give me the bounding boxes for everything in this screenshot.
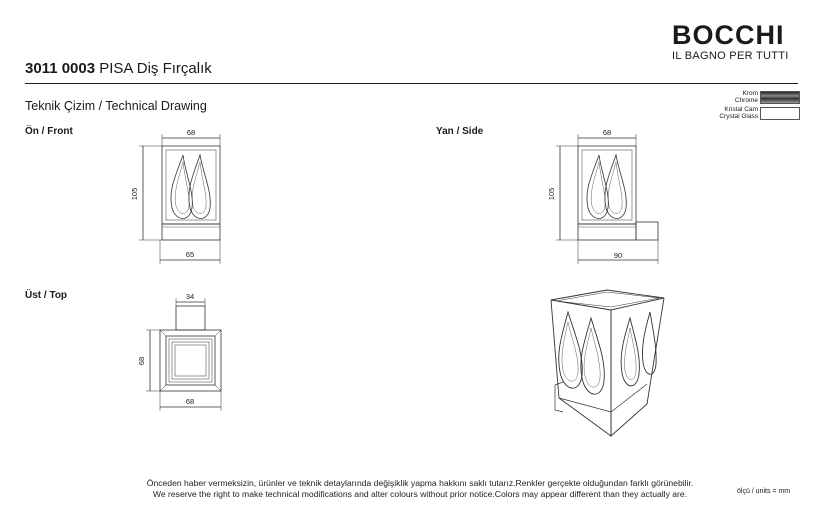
disclaimer-tr: Önceden haber vermeksizin, ürünler ve teknik detaylarında değişiklik yapma hakkını saklı tutarız.Renkler gerçekte olduğundan farklı görünebilir. [146, 478, 694, 488]
disclaimer-en: We reserve the right to make technical modifications and alter colours without prior notice.Colors may appear different than they actually are. [152, 489, 688, 499]
legend-label-en: Crystal Glass [719, 113, 758, 120]
side-wall-mount [636, 222, 658, 240]
side-drop-left [587, 155, 608, 219]
side-view-label: Yan / Side [436, 126, 484, 137]
front-drop-left [171, 155, 192, 219]
legend-label-tr: Krom [742, 90, 758, 97]
disclaimer [60, 478, 780, 500]
brand-tagline: IL BAGNO PER TUTTI [672, 50, 789, 62]
isometric-view-drawing [551, 290, 664, 436]
side-base [578, 224, 636, 240]
side-view-drawing [556, 134, 658, 264]
front-dim-side: 105 [130, 187, 139, 201]
brand-logo: BOCCHI [672, 20, 785, 50]
legend-label-en: Chrome [734, 97, 758, 104]
section-title: Teknik Çizim / Technical Drawing [25, 99, 207, 113]
product-code: 3011 0003 [25, 60, 96, 77]
side-dim-bottom: 90 [613, 251, 623, 260]
front-view-label: Ön / Front [25, 126, 73, 137]
top-view-drawing [146, 298, 221, 411]
top-view-label: Üst / Top [25, 290, 68, 301]
front-dim-top: 68 [186, 128, 196, 137]
top-dim-top: 34 [185, 292, 195, 301]
product-name: PISA Diş Fırçalık [99, 60, 212, 77]
side-dim-side: 105 [547, 187, 556, 201]
legend-label-tr: Kristal Cam [724, 106, 758, 113]
top-dim-side: 68 [137, 356, 146, 366]
side-dim-top: 68 [602, 128, 612, 137]
front-view-drawing [139, 134, 220, 264]
top-dim-bottom: 68 [185, 397, 195, 406]
top-wall-mount [176, 306, 205, 330]
front-base [162, 224, 220, 240]
front-dim-bottom: 65 [185, 250, 195, 259]
units-note: ölçü / units = mm [737, 488, 791, 495]
